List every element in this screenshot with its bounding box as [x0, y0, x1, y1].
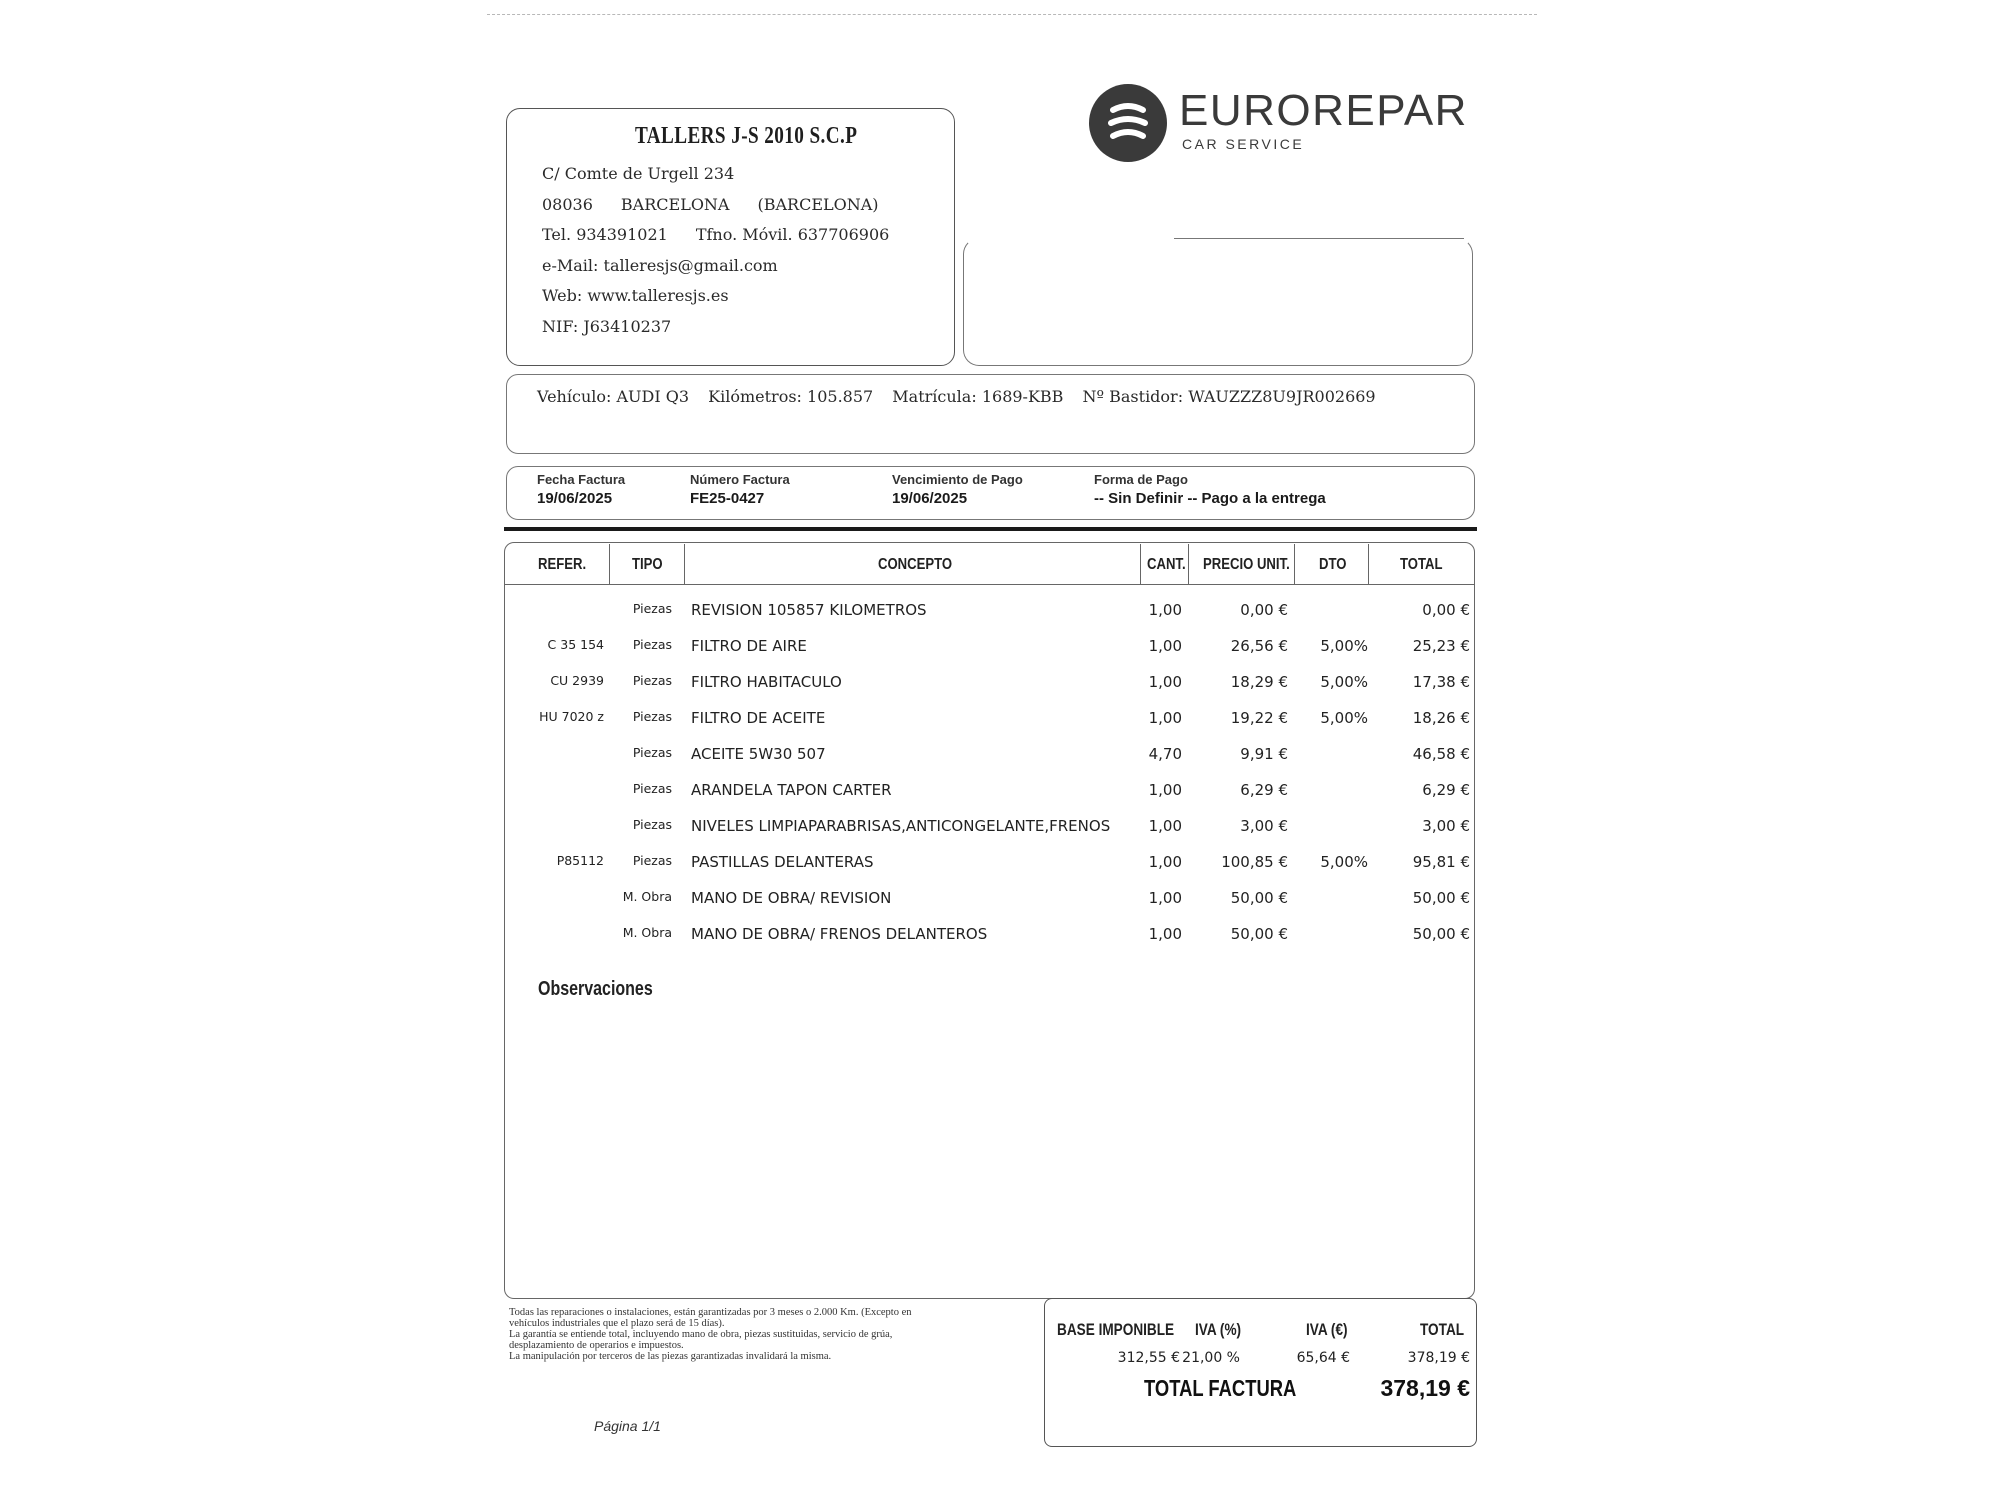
company-mobile: Tfno. Móvil. 637706906: [695, 225, 890, 244]
table-row: [0, 673, 2000, 709]
row-concepto: MANO DE OBRA/ REVISION: [691, 889, 892, 907]
row-ref: C 35 154: [547, 637, 604, 652]
city: BARCELONA: [620, 195, 730, 214]
invoice-number: [690, 472, 790, 507]
vehicle-line: [537, 387, 1376, 406]
iva-euro-label: IVA (€): [1306, 1320, 1348, 1339]
logo-tagline: CAR SERVICE: [1182, 136, 1305, 152]
table-row: [0, 601, 2000, 637]
company-nif: NIF: J63410237: [542, 317, 672, 336]
row-precio: 18,29 €: [1230, 673, 1288, 691]
row-precio: 50,00 €: [1230, 889, 1288, 907]
row-concepto: MANO DE OBRA/ FRENOS DELANTEROS: [691, 925, 988, 943]
company-address: C/ Comte de Urgell 234: [542, 164, 735, 183]
total-factura-value: 378,19 €: [1380, 1375, 1470, 1401]
vin-value: WAUZZZ8U9JR002669: [1188, 387, 1376, 406]
client-box: [963, 238, 1473, 366]
row-cant: 1,00: [1148, 781, 1182, 799]
header-ref: REFER.: [538, 556, 587, 573]
row-cant: 1,00: [1148, 817, 1182, 835]
eurorepar-emblem-icon: [1089, 84, 1167, 162]
row-total: 3,00 €: [1422, 817, 1470, 835]
iva-euro-value: 65,64 €: [1296, 1350, 1350, 1366]
vehicle-label: Vehículo:: [537, 387, 612, 406]
row-ref: HU 7020 z: [539, 709, 604, 724]
row-cant: 1,00: [1148, 889, 1182, 907]
row-precio: 50,00 €: [1230, 925, 1288, 943]
row-total: 0,00 €: [1422, 601, 1470, 619]
invoice-payment-value: -- Sin Definir -- Pago a la entrega: [1094, 490, 1326, 507]
warranty-line: desplazamiento de operarios e impuestos.: [509, 1340, 684, 1351]
row-cant: 1,00: [1148, 637, 1182, 655]
invoice-due-label: Vencimiento de Pago: [892, 472, 1023, 487]
company-phones: [542, 225, 889, 244]
header-tipo: TIPO: [632, 556, 663, 573]
row-concepto: FILTRO HABITACULO: [691, 673, 842, 691]
total-factura-label: TOTAL FACTURA: [1144, 1375, 1297, 1401]
table-row: [0, 781, 2000, 817]
header-dto: DTO: [1319, 556, 1347, 573]
table-row: [0, 853, 2000, 889]
row-ref: CU 2939: [550, 673, 604, 688]
plate-label: Matrícula:: [892, 387, 977, 406]
row-cant: 1,00: [1148, 925, 1182, 943]
invoice-payment: [1094, 472, 1326, 507]
row-cant: 4,70: [1148, 745, 1182, 763]
column-divider: [609, 544, 610, 584]
row-total: 95,81 €: [1412, 853, 1470, 871]
row-cant: 1,00: [1148, 709, 1182, 727]
row-concepto: FILTRO DE AIRE: [691, 637, 807, 655]
column-divider: [1368, 544, 1369, 584]
header-cant: CANT.: [1147, 556, 1186, 573]
base-imponible-value: 312,55 €: [1117, 1350, 1180, 1366]
vehicle-model: AUDI Q3: [616, 387, 690, 406]
row-total: 6,29 €: [1422, 781, 1470, 799]
row-cant: 1,00: [1148, 673, 1182, 691]
section-divider: [504, 527, 1477, 531]
row-tipo: Piezas: [632, 781, 672, 796]
header-total: TOTAL: [1400, 556, 1443, 573]
postal-code: 08036: [542, 195, 593, 214]
row-tipo: Piezas: [632, 601, 672, 616]
row-precio: 26,56 €: [1230, 637, 1288, 655]
table-row: [0, 637, 2000, 673]
row-precio: 3,00 €: [1240, 817, 1288, 835]
invoice-due: [892, 472, 1023, 507]
header-precio: PRECIO UNIT.: [1203, 556, 1290, 573]
row-cant: 1,00: [1148, 601, 1182, 619]
km-label: Kilómetros:: [708, 387, 802, 406]
row-precio: 100,85 €: [1221, 853, 1288, 871]
row-total: 50,00 €: [1412, 889, 1470, 907]
km-value: 105.857: [807, 387, 874, 406]
row-precio: 0,00 €: [1240, 601, 1288, 619]
warranty-line: La garantía se entiende total, incluyendo mano de obra, piezas sustituidas, servicio de grúa,: [509, 1329, 893, 1340]
row-dto: 5,00%: [1320, 673, 1368, 691]
company-web: Web: www.talleresjs.es: [542, 286, 729, 305]
warranty-line: Todas las reparaciones o instalaciones, están garantizadas por 3 meses o 2.000 Km. (Excepto en: [509, 1307, 912, 1318]
row-tipo: Piezas: [632, 637, 672, 652]
row-dto: 5,00%: [1320, 853, 1368, 871]
column-divider: [1140, 544, 1141, 584]
company-email: e-Mail: talleresjs@gmail.com: [542, 256, 778, 275]
table-row: [0, 709, 2000, 745]
row-tipo: M. Obra: [622, 889, 672, 904]
invoice-date-value: 19/06/2025: [537, 490, 613, 507]
row-precio: 19,22 €: [1230, 709, 1288, 727]
row-tipo: M. Obra: [622, 925, 672, 940]
invoice-header-box: [506, 466, 1475, 520]
invoice-number-label: Número Factura: [690, 472, 790, 487]
invoice-due-value: 19/06/2025: [892, 490, 968, 507]
row-cant: 1,00: [1148, 853, 1182, 871]
row-tipo: Piezas: [632, 817, 672, 832]
row-concepto: PASTILLAS DELANTERAS: [691, 853, 874, 871]
invoice-payment-label: Forma de Pago: [1094, 472, 1188, 487]
row-total: 46,58 €: [1412, 745, 1470, 763]
column-divider: [684, 544, 685, 584]
row-concepto: ACEITE 5W30 507: [691, 745, 826, 763]
row-dto: 5,00%: [1320, 709, 1368, 727]
iva-percent-label: IVA (%): [1195, 1320, 1242, 1339]
row-total: 18,26 €: [1412, 709, 1470, 727]
observations-title: Observaciones: [538, 978, 653, 1000]
row-precio: 9,91 €: [1240, 745, 1288, 763]
company-city-line: [542, 195, 879, 214]
row-concepto: ARANDELA TAPON CARTER: [691, 781, 892, 799]
plate-value: 1689-KBB: [981, 387, 1064, 406]
table-row: [0, 817, 2000, 853]
row-precio: 6,29 €: [1240, 781, 1288, 799]
page-number: Página 1/1: [594, 1418, 661, 1434]
row-tipo: Piezas: [632, 853, 672, 868]
row-concepto: FILTRO DE ACEITE: [691, 709, 826, 727]
row-dto: 5,00%: [1320, 637, 1368, 655]
company-name: TALLERS J-S 2010 S.C.P: [635, 123, 858, 149]
table-row: [0, 889, 2000, 925]
row-tipo: Piezas: [632, 745, 672, 760]
row-total: 17,38 €: [1412, 673, 1470, 691]
row-ref: P85112: [556, 853, 604, 868]
eurorepar-logo: [1089, 84, 1469, 164]
total-value: 378,19 €: [1407, 1350, 1470, 1366]
column-divider: [1294, 544, 1295, 584]
invoice-date: [537, 472, 625, 507]
warranty-line: La manipulación por terceros de las piezas garantizadas invalidará la misma.: [509, 1351, 832, 1362]
company-tel: Tel. 934391021: [542, 225, 668, 244]
company-info-box: [506, 108, 955, 366]
header-concepto: CONCEPTO: [878, 556, 953, 573]
table-row: [0, 745, 2000, 781]
total-label: TOTAL: [1420, 1320, 1465, 1339]
row-concepto: NIVELES LIMPIAPARABRISAS,ANTICONGELANTE,FRENOS: [691, 817, 1111, 835]
row-tipo: Piezas: [632, 709, 672, 724]
row-total: 50,00 €: [1412, 925, 1470, 943]
base-imponible-label: BASE IMPONIBLE: [1057, 1320, 1175, 1339]
iva-percent-value: 21,00 %: [1182, 1350, 1240, 1366]
warranty-terms: [509, 1307, 1042, 1362]
top-rule: [487, 14, 1537, 15]
column-divider: [1188, 544, 1189, 584]
warranty-line: vehículos industriales que el plazo será de 15 días).: [509, 1318, 725, 1329]
row-total: 25,23 €: [1412, 637, 1470, 655]
invoice-number-value: FE25-0427: [690, 490, 765, 507]
province: (BARCELONA): [757, 195, 879, 214]
row-concepto: REVISION 105857 KILOMETROS: [691, 601, 927, 619]
vehicle-box: [506, 374, 1475, 454]
invoice-date-label: Fecha Factura: [537, 472, 626, 487]
logo-brand: EUROREPAR: [1179, 86, 1468, 135]
table-header-rule: [504, 584, 1475, 585]
row-tipo: Piezas: [632, 673, 672, 688]
vin-label: Nº Bastidor:: [1082, 387, 1184, 406]
table-row: [0, 925, 2000, 961]
